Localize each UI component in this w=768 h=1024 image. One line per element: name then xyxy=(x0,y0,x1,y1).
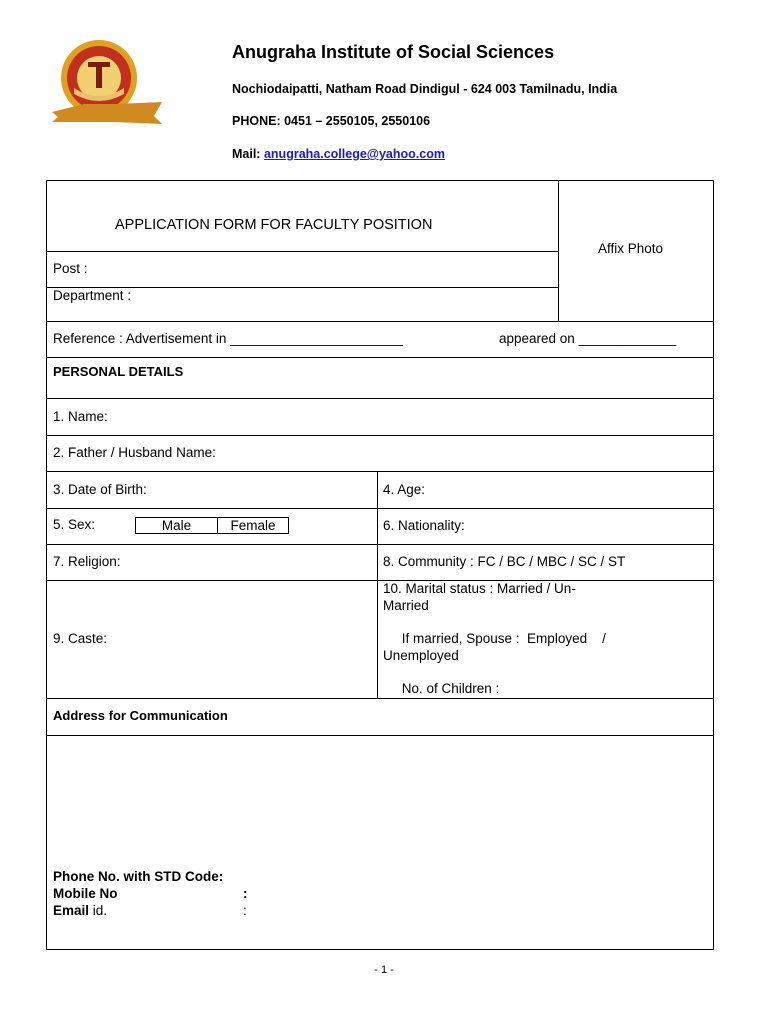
sex-male-option[interactable]: Male xyxy=(135,517,218,534)
personal-details-heading: PERSONAL DETAILS xyxy=(53,364,184,379)
institute-mail xyxy=(232,147,445,161)
institute-name: Anugraha Institute of Social Sciences xyxy=(232,42,555,62)
community-field[interactable]: 8. Community : FC / BC / MBC / SC / ST xyxy=(383,554,626,569)
sex-label: 5. Sex: xyxy=(53,517,96,532)
affix-photo-label: Affix Photo xyxy=(598,241,664,256)
address-heading: Address for Communication xyxy=(53,708,228,723)
mail-link[interactable]: anugraha.college@yahoo.com xyxy=(263,147,445,161)
religion-field[interactable]: 7. Religion: xyxy=(53,554,121,569)
reference-field[interactable]: Reference : Advertisement in _______________________ xyxy=(53,331,403,346)
mobile-label: Mobile No xyxy=(53,886,118,901)
phone-std-label: Phone No. with STD Code: xyxy=(53,869,224,884)
email-label-bold: Email xyxy=(53,903,90,918)
marital-status-line1[interactable]: 10. Marital status : Married / Un- xyxy=(383,581,576,596)
appeared-on-field[interactable]: appeared on _____________ xyxy=(499,331,677,346)
nationality-field[interactable]: 6. Nationality: xyxy=(383,518,465,533)
mail-label: Mail: xyxy=(232,147,261,161)
spouse-line1[interactable]: If married, Spouse : Employed / xyxy=(383,631,606,646)
department-field[interactable]: Department : xyxy=(53,288,132,303)
dob-field[interactable]: 3. Date of Birth: xyxy=(53,482,147,497)
institute-address: Nochiodaipatti, Natham Road Dindigul - 624 003 Tamilnadu, India xyxy=(232,82,618,96)
caste-field[interactable]: 9. Caste: xyxy=(53,631,108,646)
application-form xyxy=(46,180,714,950)
email-label xyxy=(53,903,107,918)
marital-status-line2: Married xyxy=(383,598,429,613)
name-field[interactable]: 1. Name: xyxy=(53,409,108,424)
age-field[interactable]: 4. Age: xyxy=(383,482,426,497)
post-field[interactable]: Post : xyxy=(53,261,88,276)
institute-phone: PHONE: 0451 – 2550105, 2550106 xyxy=(232,114,431,128)
page-number: - 1 - xyxy=(374,964,394,976)
email-label-rest: id. xyxy=(89,903,108,918)
children-field[interactable]: No. of Children : xyxy=(383,681,500,696)
spouse-line2: Unemployed xyxy=(383,648,459,663)
father-husband-field[interactable]: 2. Father / Husband Name: xyxy=(53,445,216,460)
sex-female-option[interactable]: Female xyxy=(217,517,289,534)
email-colon: : xyxy=(243,903,247,918)
form-title: APPLICATION FORM FOR FACULTY POSITION xyxy=(115,217,433,233)
mobile-colon: : xyxy=(243,886,248,901)
institute-logo xyxy=(44,38,170,130)
